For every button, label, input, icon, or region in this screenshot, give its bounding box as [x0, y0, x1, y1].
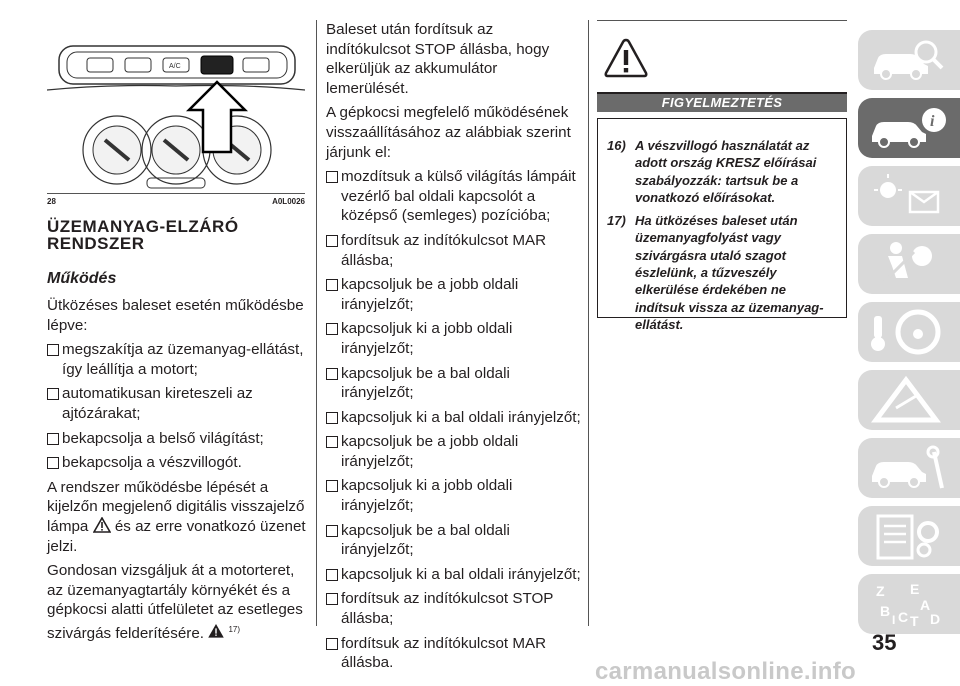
list-item: bekapcsolja a belső világítást;: [47, 429, 309, 449]
document-gear-icon: [866, 510, 952, 562]
emergency-triangle-icon: [866, 374, 952, 426]
tab-emergency[interactable]: [858, 370, 960, 430]
warning-header: FIGYELMEZTETÉS: [597, 92, 847, 112]
column-divider-1: [316, 20, 317, 626]
svg-text:E: E: [910, 581, 920, 597]
list-item: kapcsoljuk ki a jobb oldali irányjelzőt;: [326, 319, 581, 358]
warning-triangle-icon: [93, 517, 111, 533]
tab-starting-driving[interactable]: [858, 302, 960, 362]
warning-triangle-icon: [604, 38, 648, 78]
warning-item: 17) Ha ütközéses baleset után üzemanyagfolyást vagy szivárgásra utaló szagot észlelünk, a tűzveszély elkerülése érdekében ne indítsuk vissza az üzemanyag-ellátást.: [607, 213, 824, 332]
inspection-paragraph: Gondosan vizsgáljuk át a motorteret, az üzemanyagtartály környékét és a gépkocsi alatti útfelületet az esetleges szivárgás felderítésére. $^{17)}$: [47, 562, 303, 642]
column-divider-2: [588, 20, 589, 626]
section-title: ÜZEMANYAG-ELZÁRÓ RENDSZER: [47, 217, 239, 253]
figure-code: A0L0026: [272, 197, 305, 206]
list-item: fordítsuk az indítókulcsot MAR állásba;: [326, 231, 581, 270]
checkbox-bullet-icon: [326, 279, 338, 291]
warning-reference[interactable]: 17): [228, 624, 241, 634]
checkbox-bullet-icon: [326, 480, 338, 492]
svg-text:D: D: [930, 611, 941, 627]
checkbox-bullet-icon: [326, 412, 338, 424]
tab-technical-specs[interactable]: [858, 506, 960, 566]
warning-triangle-icon: [208, 624, 224, 638]
warning-box: [597, 118, 847, 332]
list-item: kapcsoljuk be a jobb oldali irányjelzőt;: [326, 275, 581, 314]
column-2-text: [326, 20, 581, 678]
page-number: 35: [872, 630, 897, 655]
list-item: kapcsoljuk be a bal oldali irányjelzőt;: [326, 364, 581, 403]
restore-paragraph: A gépkocsi megfelelő működésének visszaállításához az alábbiak szerint járjunk el:: [326, 104, 571, 161]
section-subtitle: Működés: [47, 270, 117, 287]
ac-label: A/C: [169, 63, 181, 70]
checkbox-bullet-icon: [47, 388, 59, 400]
list-item: automatikusan kireteszeli az ajtózárakat;: [47, 384, 309, 423]
list-item: kapcsoljuk ki a bal oldali irányjelzőt;: [326, 565, 581, 585]
figure-bottom-rule: [47, 193, 305, 194]
intro-paragraph: Ütközéses baleset esetén működésbe lépve:: [47, 297, 304, 334]
chapter-tabs: [858, 30, 960, 642]
checkbox-bullet-icon: [326, 436, 338, 448]
checkbox-bullet-icon: [326, 368, 338, 380]
warning-item: 16) A vészvillogó használatát az adott ország KRESZ előírásai szabályozzák: tartsuk be a vonatkozó előírásokat.: [607, 138, 817, 205]
tab-maintenance[interactable]: [858, 438, 960, 498]
column-1-text: [47, 296, 309, 649]
list-item: megszakítja az üzemanyag-ellátást, így leállítja a motort;: [47, 340, 309, 379]
list-item: fordítsuk az indítókulcsot MAR állásba.: [326, 634, 581, 673]
svg-text:B: B: [880, 603, 891, 619]
car-magnifier-icon: [866, 34, 952, 86]
after-accident-paragraph: Baleset után fordítsuk az indítókulcsot STOP állásba, hogy elkerüljük az akkumulátor lemerülését.: [326, 21, 550, 97]
key-steering-wheel-icon: [866, 306, 952, 358]
tab-getting-to-know-car[interactable]: [858, 30, 960, 90]
column-1: [47, 20, 309, 190]
tab-index[interactable]: [858, 574, 960, 634]
list-item: kapcsoljuk be a bal oldali irányjelzőt;: [326, 521, 581, 560]
list-item: kapcsoljuk ki a jobb oldali irányjelzőt;: [326, 476, 581, 515]
figure-caption: [47, 197, 305, 206]
checkbox-bullet-icon: [47, 433, 59, 445]
alphabet-index-icon: [866, 578, 952, 630]
checkbox-bullet-icon: [326, 569, 338, 581]
list-item: kapcsoljuk ki a bal oldali irányjelzőt;: [326, 408, 581, 428]
watermark: carmanualsonline.info: [595, 658, 857, 685]
tab-knowing-dashboard[interactable]: [858, 98, 960, 158]
svg-text:A: A: [920, 597, 931, 613]
list-item: kapcsoljuk be a jobb oldali irányjelzőt;: [326, 432, 581, 471]
warning-lights-icon: [866, 170, 952, 222]
list-item: bekapcsolja a vészvillogót.: [47, 453, 309, 473]
svg-text:Z: Z: [876, 583, 885, 599]
indicator-paragraph: A rendszer működésbe lépését a kijelzőn megjelenő digitális visszajelző lámpa és az erre vonatkozó üzenet jelzi.: [47, 478, 306, 555]
figure-number: 28: [47, 197, 56, 206]
tab-safety[interactable]: [858, 234, 960, 294]
list-item: mozdítsuk a külső világítás lámpáit vezérlő bal oldali kapcsolót a középső (semleges) pozícióba;: [326, 167, 581, 226]
svg-text:I: I: [892, 613, 896, 627]
col3-top-rule: [597, 20, 847, 21]
checkbox-bullet-icon: [326, 235, 338, 247]
svg-text:i: i: [930, 113, 935, 130]
svg-text:T: T: [910, 613, 919, 629]
list-item: fordítsuk az indítókulcsot STOP állásba;: [326, 589, 581, 628]
checkbox-bullet-icon: [47, 457, 59, 469]
checkbox-bullet-icon: [326, 171, 338, 183]
checkbox-bullet-icon: [326, 638, 338, 650]
checkbox-bullet-icon: [326, 525, 338, 537]
tab-warning-lights[interactable]: [858, 166, 960, 226]
svg-text:C: C: [898, 609, 909, 625]
car-info-icon: [866, 102, 952, 154]
checkbox-bullet-icon: [47, 344, 59, 356]
checkbox-bullet-icon: [326, 593, 338, 605]
checkbox-bullet-icon: [326, 323, 338, 335]
car-wrench-icon: [866, 442, 952, 494]
dashboard-illustration: [47, 20, 305, 190]
dashboard-panel-drawing: [47, 20, 305, 190]
airbag-seatbelt-icon: [866, 238, 952, 290]
